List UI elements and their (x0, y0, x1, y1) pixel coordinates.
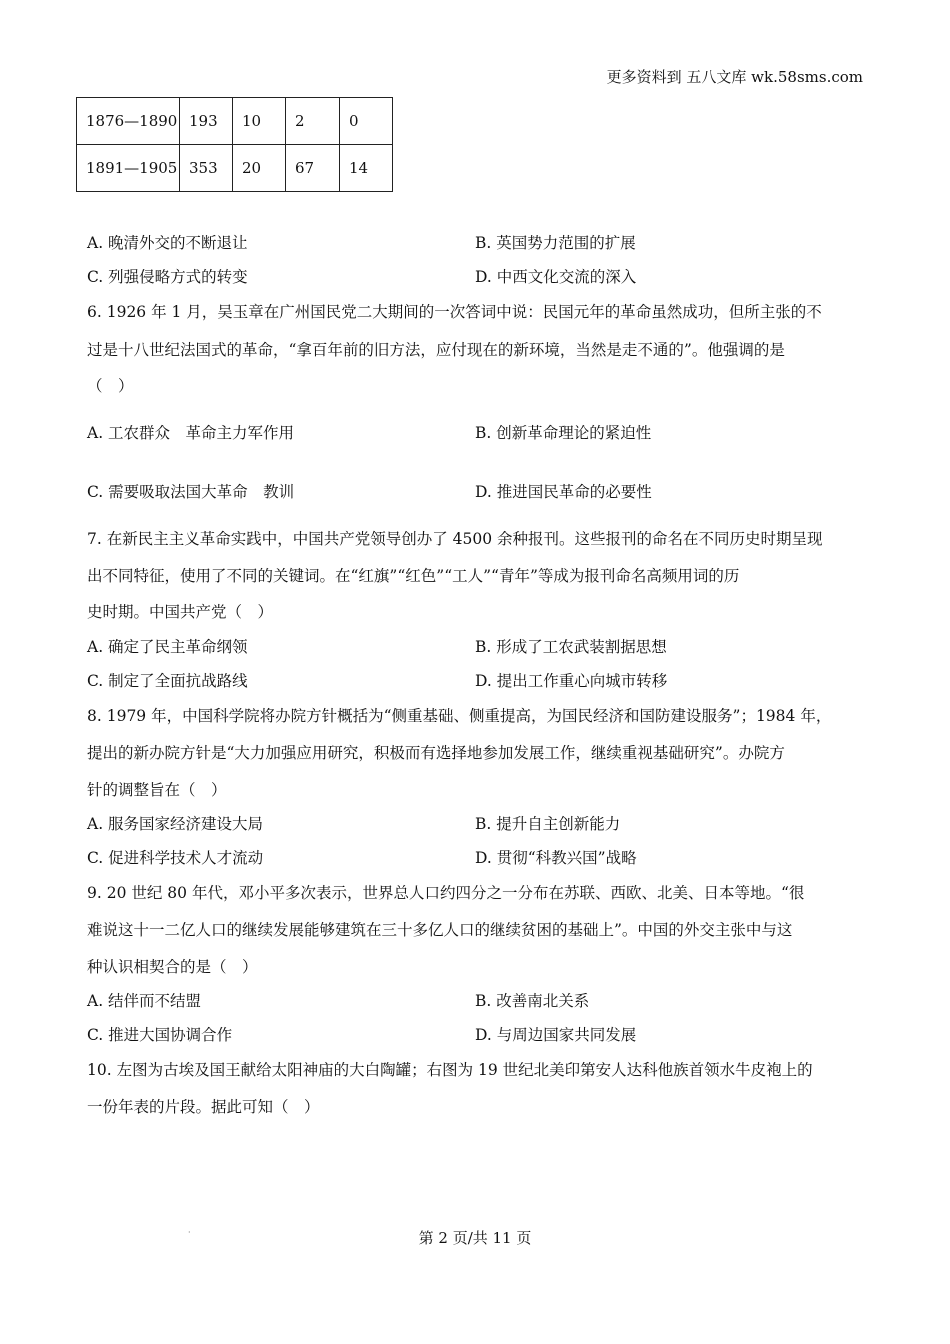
q5-option-b: B. 英国势力范围的扩展 (475, 234, 636, 252)
page-mark: · (188, 1228, 191, 1237)
table-cell: 353 (180, 145, 233, 192)
table-cell: 1891—1905 (77, 145, 180, 192)
q7-option-c: C. 制定了全面抗战路线 (87, 672, 248, 690)
table-cell: 0 (340, 98, 393, 145)
q7-stem-line: 7. 在新民主主义革命实践中，中国共产党领导创办了 4500 余种报刊。这些报刊的命名在不同历史时期呈现 (87, 530, 823, 548)
q9-option-a: A. 结伴而不结盟 (87, 992, 202, 1010)
q9-option-b: B. 改善南北关系 (475, 992, 590, 1010)
q10-stem-line: 10. 左图为古埃及国王献给太阳神庙的大白陶罐；右图为 19 世纪北美印第安人达科他族首领水牛皮袍上的 (87, 1061, 813, 1079)
q7-stem-line: 史时期。中国共产党（ ） (87, 603, 274, 621)
q9-stem-line: 9. 20 世纪 80 年代，邓小平多次表示，世界总人口约四分之一分布在苏联、西欧、北美、日本等地。“很 (87, 884, 805, 902)
source-header: 更多资料到 五八文库 wk.58sms.com (606, 68, 863, 86)
q8-option-c: C. 促进科学技术人才流动 (87, 849, 264, 867)
q9-stem-line: 种认识相契合的是（ ） (87, 958, 258, 976)
q9-option-c: C. 推进大国协调合作 (87, 1026, 233, 1044)
q8-option-a: A. 服务国家经济建设大局 (87, 815, 264, 833)
q5-option-a: A. 晚清外交的不断退让 (87, 234, 248, 252)
table-cell: 20 (233, 145, 286, 192)
data-table (76, 97, 393, 192)
table-row (77, 98, 393, 145)
table-cell: 10 (233, 98, 286, 145)
q7-option-b: B. 形成了工农武装割据思想 (475, 638, 667, 656)
q6-option-d: D. 推进国民革命的必要性 (475, 483, 652, 501)
q8-option-d: D. 贯彻“科教兴国”战略 (475, 849, 637, 867)
q6-stem-line: 6. 1926 年 1 月，吴玉章在广州国民党二大期间的一次答词中说：民国元年的革命虽然成功，但所主张的不 (87, 303, 822, 321)
table-cell: 193 (180, 98, 233, 145)
table-cell: 1876—1890 (77, 98, 180, 145)
table-row (77, 145, 393, 192)
q9-option-d: D. 与周边国家共同发展 (475, 1026, 637, 1044)
table-cell: 2 (286, 98, 340, 145)
q6-stem-line: （ ） (87, 377, 134, 395)
table-cell: 14 (340, 145, 393, 192)
q7-stem-line: 出不同特征，使用了不同的关键词。在“红旗”“红色”“工人”“青年”等成为报刊命名高频用词的历 (87, 567, 740, 585)
q6-option-c: C. 需要吸取法国大革命 教训 (87, 483, 295, 501)
q9-stem-line: 难说这十一二亿人口的继续发展能够建筑在三十多亿人口的继续贫困的基础上”。中国的外交主张中与这 (87, 921, 793, 939)
q8-option-b: B. 提升自主创新能力 (475, 815, 621, 833)
q8-stem-line: 提出的新办院方针是“大力加强应用研究，积极而有选择地参加发展工作，继续重视基础研究”。办院方 (87, 744, 785, 762)
q6-stem-line: 过是十八世纪法国式的革命，“拿百年前的旧方法，应付现在的新环境，当然是走不通的”。他强调的是 (87, 341, 785, 359)
q8-stem-line: 针的调整旨在（ ） (87, 781, 227, 799)
q8-stem-line: 8. 1979 年，中国科学院将办院方针概括为“侧重基础、侧重提高，为国民经济和国防建设服务”；1984 年， (87, 707, 832, 725)
q6-option-b: B. 创新革命理论的紧迫性 (475, 424, 652, 442)
q7-option-d: D. 提出工作重心向城市转移 (475, 672, 668, 690)
q6-option-a: A. 工农群众 革命主力军作用 (87, 424, 295, 442)
q7-option-a: A. 确定了民主革命纲领 (87, 638, 248, 656)
table-cell: 67 (286, 145, 340, 192)
q5-option-d: D. 中西文化交流的深入 (475, 268, 637, 286)
q5-option-c: C. 列强侵略方式的转变 (87, 268, 248, 286)
page-number: 第 2 页/共 11 页 (418, 1229, 532, 1247)
q10-stem-line: 一份年表的片段。据此可知（ ） (87, 1098, 320, 1116)
